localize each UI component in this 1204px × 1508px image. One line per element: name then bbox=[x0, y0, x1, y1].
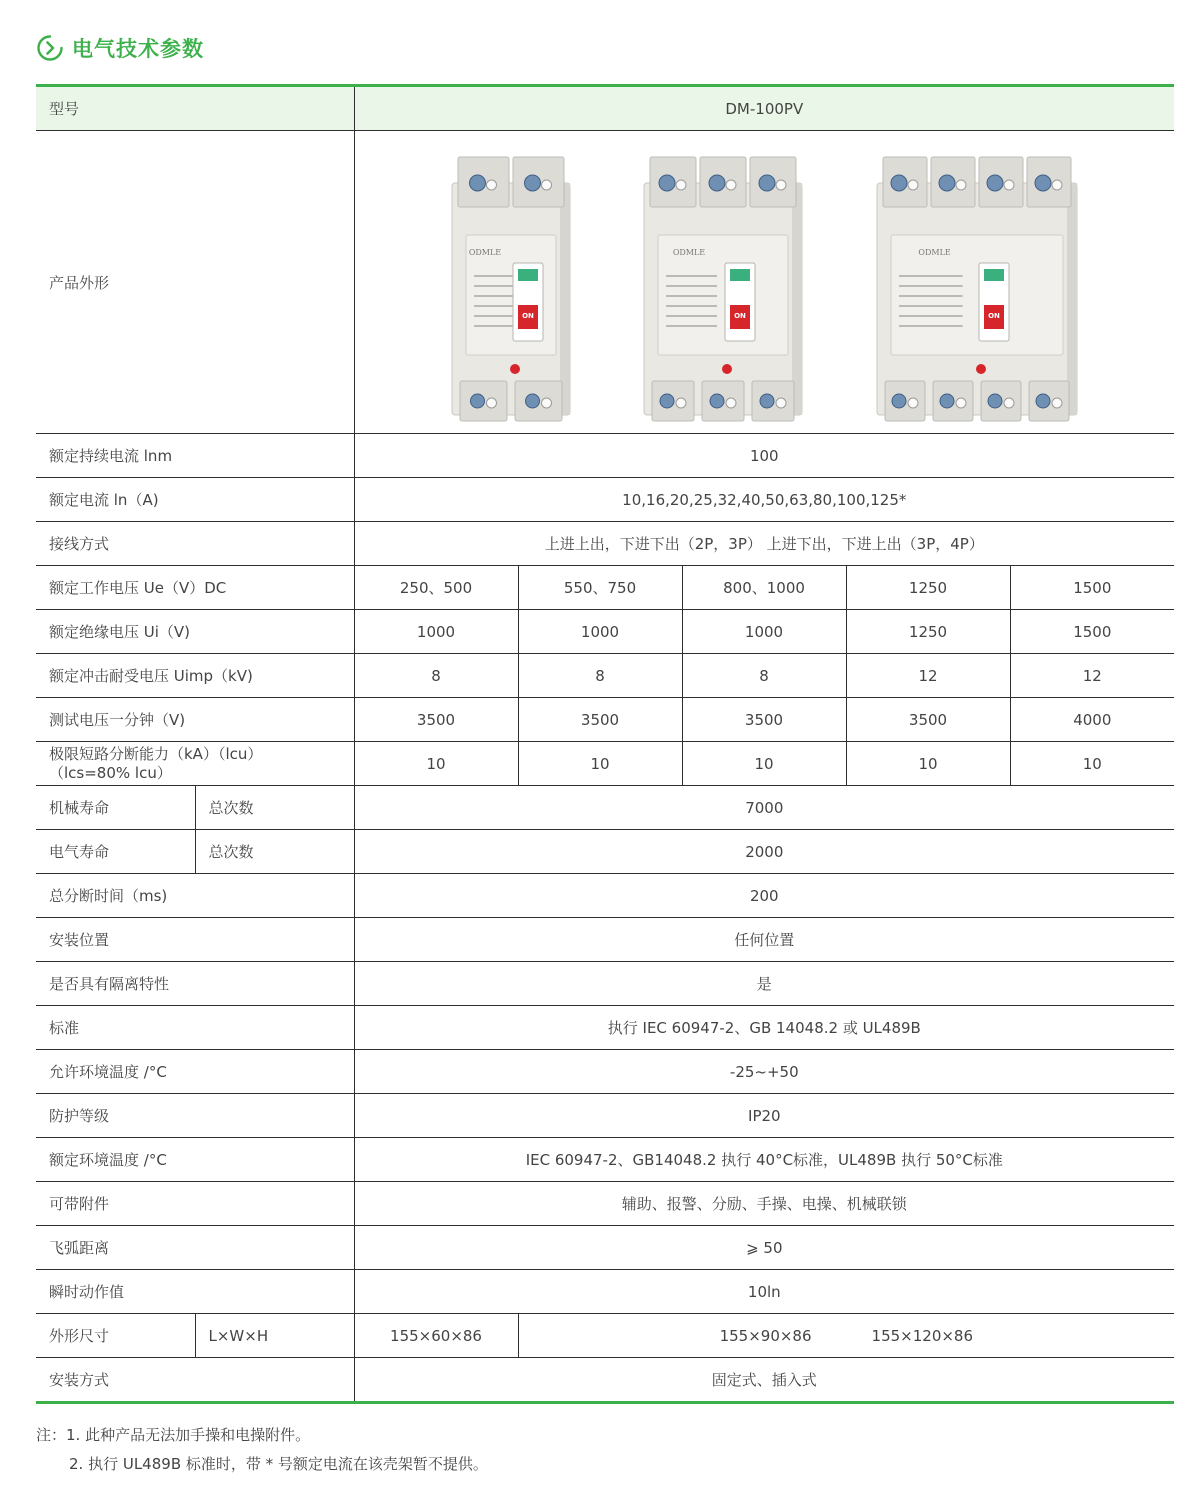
breaker-side-shade bbox=[560, 183, 570, 415]
terminal-hole bbox=[956, 398, 966, 408]
model-label: 型号 bbox=[36, 86, 354, 131]
row-value: 200 bbox=[354, 874, 1174, 918]
table-row bbox=[36, 1358, 1174, 1403]
notes bbox=[36, 1424, 488, 1474]
terminal-screw bbox=[710, 394, 724, 408]
cell-value: 10 bbox=[518, 742, 682, 786]
label-text-line bbox=[666, 305, 717, 307]
cell-value: 155×60×86 bbox=[354, 1314, 518, 1358]
row-label: 额定电流 ln（A) bbox=[36, 478, 354, 522]
toggle-label: ON bbox=[987, 312, 1000, 320]
terminal-hole bbox=[776, 398, 786, 408]
row-value: 上进上出，下进下出（2P，3P） 上进下出，下进上出（3P，4P） bbox=[354, 522, 1174, 566]
row-value: IEC 60947-2、GB14048.2 执行 40°C标准，UL489B 执行 50°C标准 bbox=[354, 1138, 1174, 1182]
terminal-screw bbox=[524, 175, 540, 191]
test-button bbox=[510, 364, 520, 374]
label-text-line bbox=[899, 295, 963, 297]
table-row bbox=[36, 566, 1174, 610]
terminal-hole bbox=[726, 180, 736, 190]
row-sublabel: 总次数 bbox=[195, 830, 354, 874]
terminal-screw bbox=[939, 175, 955, 191]
cell-value: 1250 bbox=[846, 566, 1010, 610]
spec-table bbox=[36, 84, 1174, 1404]
cell-value: 3500 bbox=[354, 698, 518, 742]
terminal-screw bbox=[760, 394, 774, 408]
row-label bbox=[36, 742, 354, 786]
row-value: ⩾ 50 bbox=[354, 1226, 1174, 1270]
row-value: 执行 IEC 60947-2、GB 14048.2 或 UL489B bbox=[354, 1006, 1174, 1050]
table-row bbox=[36, 918, 1174, 962]
cell-value: 10 bbox=[354, 742, 518, 786]
dimension-values bbox=[518, 1314, 1174, 1358]
cell-value: 550、750 bbox=[518, 566, 682, 610]
label-text-line bbox=[474, 305, 513, 307]
label-text-line bbox=[474, 285, 513, 287]
cell-value: 3500 bbox=[682, 698, 846, 742]
row-label: 额定绝缘电压 Ui（V) bbox=[36, 610, 354, 654]
terminal-hole bbox=[541, 398, 551, 408]
section-header bbox=[36, 30, 204, 66]
row-value: 辅助、报警、分励、手操、电操、机械联锁 bbox=[354, 1182, 1174, 1226]
cell-value: 1500 bbox=[1010, 610, 1174, 654]
cell-value: 250、500 bbox=[354, 566, 518, 610]
product-image-cell bbox=[354, 131, 1174, 434]
row-label: 瞬时动作值 bbox=[36, 1270, 354, 1314]
terminal-hole bbox=[1004, 180, 1014, 190]
table-row bbox=[36, 786, 1174, 830]
label-text-line bbox=[666, 315, 717, 317]
row-value: IP20 bbox=[354, 1094, 1174, 1138]
table-row bbox=[36, 1182, 1174, 1226]
row-value: 10ln bbox=[354, 1270, 1174, 1314]
terminal-screw bbox=[891, 175, 907, 191]
terminal-hole bbox=[726, 398, 736, 408]
cell-value: 1000 bbox=[682, 610, 846, 654]
cell-value: 12 bbox=[846, 654, 1010, 698]
toggle-label: ON bbox=[734, 312, 747, 320]
row-label: 额定冲击耐受电压 Uimp（kV) bbox=[36, 654, 354, 698]
row-label-line2: （lcs=80% lcu） bbox=[49, 763, 172, 782]
row-label-line1: 极限短路分断能力（kA）（lcu） bbox=[49, 744, 263, 763]
status-indicator bbox=[730, 269, 750, 281]
row-label: 飞弧距离 bbox=[36, 1226, 354, 1270]
label-text-line bbox=[899, 305, 963, 307]
row-value: -25~+50 bbox=[354, 1050, 1174, 1094]
terminal-screw bbox=[709, 175, 725, 191]
table-row bbox=[36, 1138, 1174, 1182]
terminal-screw bbox=[525, 394, 539, 408]
label-text-line bbox=[666, 285, 717, 287]
breaker-2p-image bbox=[446, 155, 576, 427]
label-text-line bbox=[899, 275, 963, 277]
terminal-hole bbox=[676, 398, 686, 408]
row-label: 安装位置 bbox=[36, 918, 354, 962]
terminal-screw bbox=[660, 394, 674, 408]
label-text-line bbox=[899, 325, 963, 327]
table-row bbox=[36, 962, 1174, 1006]
cell-value: 155×120×86 bbox=[871, 1326, 974, 1345]
status-indicator bbox=[984, 269, 1004, 281]
label-text-line bbox=[666, 295, 717, 297]
terminal-hole bbox=[541, 180, 551, 190]
table-row bbox=[36, 698, 1174, 742]
row-sublabel: L×W×H bbox=[195, 1314, 354, 1358]
label-text-line bbox=[899, 315, 963, 317]
row-label: 额定环境温度 /°C bbox=[36, 1138, 354, 1182]
cell-value: 8 bbox=[354, 654, 518, 698]
appearance-row bbox=[36, 131, 1174, 434]
row-value: 10,16,20,25,32,40,50,63,80,100,125* bbox=[354, 478, 1174, 522]
terminal-screw bbox=[470, 394, 484, 408]
table-row bbox=[36, 1270, 1174, 1314]
label-text-line bbox=[474, 295, 513, 297]
breaker-side-shade bbox=[792, 183, 802, 415]
test-button bbox=[976, 364, 986, 374]
row-label: 额定持续电流 lnm bbox=[36, 434, 354, 478]
terminal-hole bbox=[486, 398, 496, 408]
note-1: 注：1. 此种产品无法加手操和电操附件。 bbox=[36, 1426, 311, 1444]
test-button bbox=[722, 364, 732, 374]
row-sublabel: 总次数 bbox=[195, 786, 354, 830]
row-label: 测试电压一分钟（V) bbox=[36, 698, 354, 742]
row-value: 任何位置 bbox=[354, 918, 1174, 962]
cell-value: 1000 bbox=[354, 610, 518, 654]
terminal-hole bbox=[908, 180, 918, 190]
cell-value: 1500 bbox=[1010, 566, 1174, 610]
terminal-hole bbox=[776, 180, 786, 190]
table-row bbox=[36, 742, 1174, 786]
table-row bbox=[36, 654, 1174, 698]
cell-value: 10 bbox=[846, 742, 1010, 786]
terminal-screw bbox=[987, 175, 1003, 191]
row-label: 机械寿命 bbox=[36, 786, 195, 830]
row-label: 安装方式 bbox=[36, 1358, 354, 1403]
cell-value: 4000 bbox=[1010, 698, 1174, 742]
section-title: 电气技术参数 bbox=[72, 37, 204, 61]
terminal-hole bbox=[1004, 398, 1014, 408]
table-row bbox=[36, 874, 1174, 918]
model-row bbox=[36, 86, 1174, 131]
table-row bbox=[36, 478, 1174, 522]
row-label: 总分断时间（ms) bbox=[36, 874, 354, 918]
row-value: 是 bbox=[354, 962, 1174, 1006]
table-row bbox=[36, 1050, 1174, 1094]
cell-value: 800、1000 bbox=[682, 566, 846, 610]
note-2: 2. 执行 UL489B 标准时，带 * 号额定电流在该壳架暂不提供。 bbox=[69, 1455, 488, 1473]
cell-value: 3500 bbox=[846, 698, 1010, 742]
row-label: 是否具有隔离特性 bbox=[36, 962, 354, 1006]
table-row bbox=[36, 1094, 1174, 1138]
row-label: 允许环境温度 /°C bbox=[36, 1050, 354, 1094]
row-label: 电气寿命 bbox=[36, 830, 195, 874]
terminal-screw bbox=[1035, 175, 1051, 191]
terminal-screw bbox=[659, 175, 675, 191]
label-text-line bbox=[899, 285, 963, 287]
row-label: 可带附件 bbox=[36, 1182, 354, 1226]
terminal-screw bbox=[940, 394, 954, 408]
row-value: 100 bbox=[354, 434, 1174, 478]
table-row bbox=[36, 1006, 1174, 1050]
brand-logo: ODMLE bbox=[468, 248, 501, 257]
table-row bbox=[36, 610, 1174, 654]
terminal-hole bbox=[1052, 180, 1062, 190]
cell-value: 1250 bbox=[846, 610, 1010, 654]
cell-value: 155×90×86 bbox=[719, 1326, 812, 1345]
terminal-screw bbox=[892, 394, 906, 408]
terminal-hole bbox=[676, 180, 686, 190]
terminal-hole bbox=[1052, 398, 1062, 408]
appearance-label: 产品外形 bbox=[36, 131, 354, 434]
row-label: 接线方式 bbox=[36, 522, 354, 566]
terminal-screw bbox=[469, 175, 485, 191]
label-text-line bbox=[474, 275, 513, 277]
brand-logo: ODMLE bbox=[673, 248, 706, 257]
cell-value: 10 bbox=[1010, 742, 1174, 786]
breaker-images bbox=[355, 137, 1175, 427]
cell-value: 8 bbox=[682, 654, 846, 698]
table-row bbox=[36, 1314, 1174, 1358]
terminal-hole bbox=[486, 180, 496, 190]
row-value: 7000 bbox=[354, 786, 1174, 830]
table-row bbox=[36, 522, 1174, 566]
cell-value: 10 bbox=[682, 742, 846, 786]
model-value: DM-100PV bbox=[354, 86, 1174, 131]
table-row bbox=[36, 434, 1174, 478]
terminal-hole bbox=[908, 398, 918, 408]
terminal-screw bbox=[759, 175, 775, 191]
row-label: 额定工作电压 Ue（V）DC bbox=[36, 566, 354, 610]
table-row bbox=[36, 1226, 1174, 1270]
chevron-right-circle-icon bbox=[36, 34, 64, 62]
row-label: 外形尺寸 bbox=[36, 1314, 195, 1358]
label-text-line bbox=[474, 325, 513, 327]
row-value: 2000 bbox=[354, 830, 1174, 874]
label-text-line bbox=[666, 275, 717, 277]
row-label: 标准 bbox=[36, 1006, 354, 1050]
row-label: 防护等级 bbox=[36, 1094, 354, 1138]
row-value: 固定式、插入式 bbox=[354, 1358, 1174, 1403]
breaker-3p-image bbox=[638, 155, 808, 427]
cell-value: 1000 bbox=[518, 610, 682, 654]
cell-value: 8 bbox=[518, 654, 682, 698]
breaker-4p-image bbox=[871, 155, 1083, 427]
label-text-line bbox=[666, 325, 717, 327]
terminal-screw bbox=[1036, 394, 1050, 408]
label-text-line bbox=[474, 315, 513, 317]
terminal-hole bbox=[956, 180, 966, 190]
status-indicator bbox=[518, 269, 538, 281]
table-row bbox=[36, 830, 1174, 874]
terminal-screw bbox=[988, 394, 1002, 408]
brand-logo: ODMLE bbox=[918, 248, 951, 257]
cell-value: 12 bbox=[1010, 654, 1174, 698]
breaker-side-shade bbox=[1067, 183, 1077, 415]
toggle-label: ON bbox=[521, 312, 534, 320]
cell-value: 3500 bbox=[518, 698, 682, 742]
